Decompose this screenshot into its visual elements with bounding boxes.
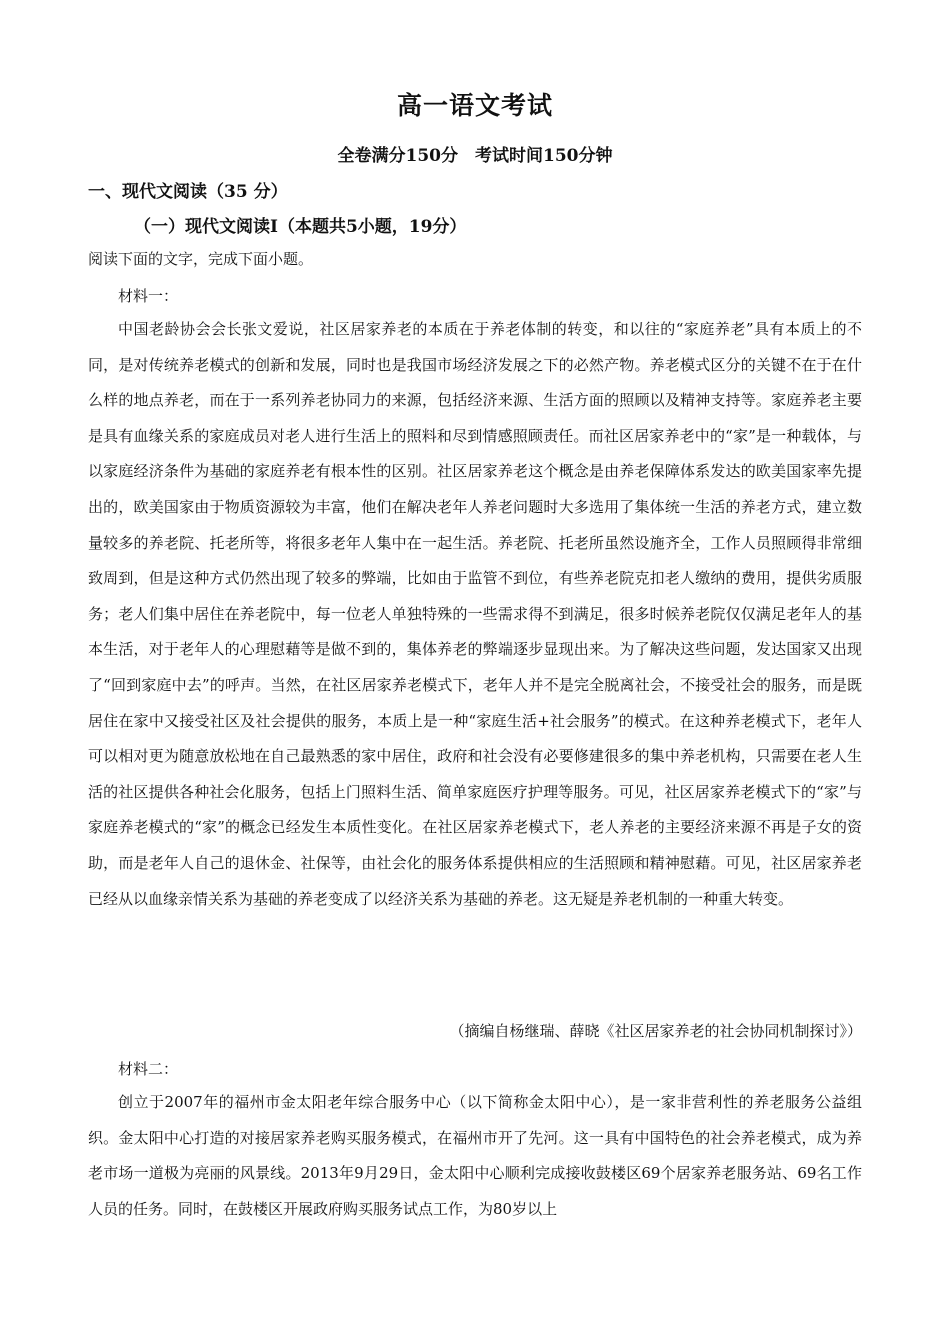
reading-instruction: 阅读下面的文字，完成下面小题。 [88,250,314,268]
material-two-label: 材料二： [118,1060,179,1078]
subsection-heading: （一）现代文阅读Ⅰ（本题共5小题，19分） [134,217,467,237]
material-one-text: 中国老龄协会会长张文爱说，社区居家养老的本质在于养老体制的转变，和以往的“家庭养老”具有本质上的不同，是对传统养老模式的创新和发展，同时也是我国市场经济发展之下的必然产物。养老模式区分的关键不在于在什么样的地点养老，而在于一系列养老协同力的来源，包括经济来源、生活方面的照顾以及精神支持等。家庭养老主要是具有血缘关系的家庭成员对老人进行生活上的照料和尽到情感照顾责任。而社区居家养老中的“家”是一种载体，与以家庭经济条件为基础的家庭养老有根本性的区别。社区居家养老这个概念是由养老保障体系发达的欧美国家率先提出的，欧美国家由于物质资源较为丰富，他们在解决老年人养老问题时大多选用了集体统一生活的养老方式，建立数量较多的养老院、托老所等，将很多老年人集中在一起生活。养老院、托老所虽然设施齐全，工作人员照顾得非常细致周到，但是这种方式仍然出现了较多的弊端，比如由于监管不到位，有些养老院克扣老人缴纳的费用，提供劣质服务；老人们集中居住在养老院中，每一位老人单独特殊的一些需求得不到满足，很多时候养老院仅仅满足老年人的基本生活，对于老年人的心理慰藉等是做不到的，集体养老的弊端逐步显现出来。为了解决这些问题，发达国家又出现了“回到家庭中去”的呼声。当然，在社区居家养老模式下，老年人并不是完全脱离社会，不接受社会的服务，而是既居住在家中又接受社区及社会提供的服务，本质上是一种“家庭生活+社会服务”的模式。在这种养老模式下，老年人可以相对更为随意放松地在自己最熟悉的家中居住，政府和社会没有必要修建很多的集中养老机构，只需要在老人生活的社区提供各种社会化服务，包括上门照料生活、简单家庭医疗护理等服务。可见，社区居家养老模式下的“家”与家庭养老模式的“家”的概念已经发生本质性变化。在社区居家养老模式下，老人养老的主要经济来源不再是子女的资助，而是老年人自己的退休金、社保等，由社会化的服务体系提供相应的生活照顾和精神慰藉。可见，社区居家养老已经从以血缘亲情关系为基础的养老变成了以经济关系为基础的养老。这无疑是养老机制的一种重大转变。 [88,320,862,908]
section-heading: 一、现代文阅读（35 分） [88,182,288,202]
material-one-label: 材料一： [118,287,179,305]
material-two-text: 创立于2007年的福州市金太阳老年综合服务中心（以下简称金太阳中心），是一家非营利性的养老服务公益组织。金太阳中心打造的对接居家养老购买服务模式，在福州市开了先河。这一具有中国特色的社会养老模式，成为养老市场一道极为亮丽的风景线。2013年9月29日，金太阳中心顺利完成接收鼓楼区69个居家养老服务站、69名工作人员的任务。同时，在鼓楼区开展政府购买服务试点工作，为80岁以上 [88,1093,862,1218]
exam-title: 高一语文考试 [396,91,553,120]
exam-subtitle: 全卷满分150分 考试时间150分钟 [337,146,613,166]
material-one-source: （摘编自杨继瑞、薛晓《社区居家养老的社会协同机制探讨》） [449,1022,862,1040]
